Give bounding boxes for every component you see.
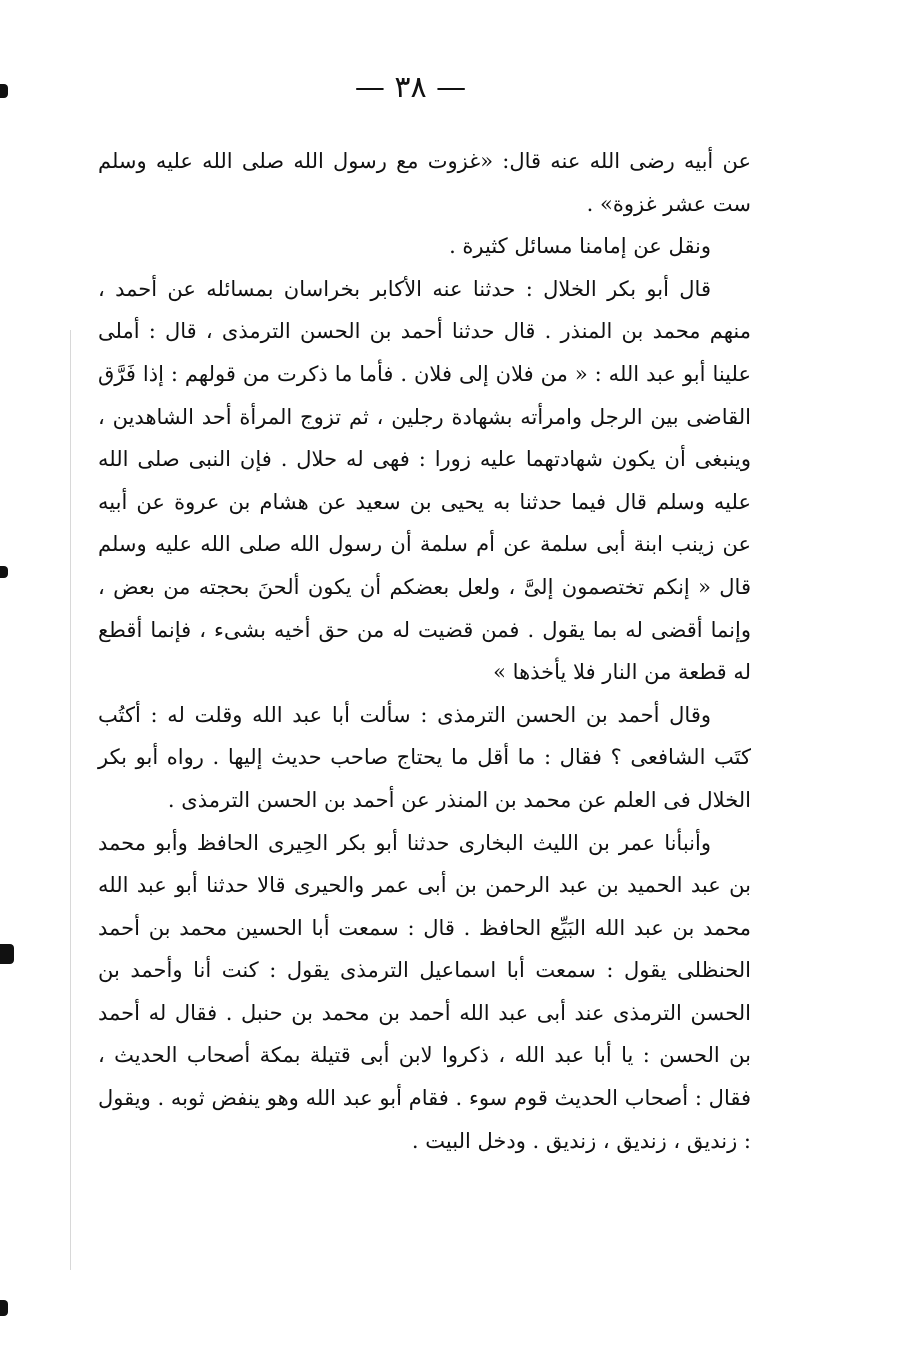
paragraph: ونقل عن إمامنا مسائل كثيرة . [449,234,711,259]
paragraph: وقال أحمد بن الحسن الترمذى : سألت أبا عبد الله وقلت له : أكتُب كتَب الشافعى ؟ فقال : ما أقل ما يحتاج صاحب حديث إليها . رواه أبو بكر الخلال فى العلم عن محمد بن المنذر عن أحمد بن الحسن الترمذى . [98,702,751,812]
margin-rule [70,330,71,1270]
page-number: — ٣٨ — [354,70,467,105]
scan-edge-mark [0,944,14,964]
page-body [98,140,751,1162]
paragraph: عن أبيه رضى الله عنه قال: «غزوت مع رسول الله صلى الله عليه وسلم ست عشر غزوة» . [98,149,751,216]
paragraph: قال أبو بكر الخلال : حدثنا عنه الأكابر بخراسان بمسائله عن أحمد ، منهم محمد بن المنذر . قال حدثنا أحمد بن الحسن الترمذى ، قال : أملى علينا أبو عبد الله : « من فلان إلى فلان . فأما ما ذكرت من قولهم : إذا فَرَّق القاضى بين الرجل وامرأته بشهادة رجلين ، ثم تزوج المرأة أحد الشاهدين ، وينبغى أن يكون شهادتهما عليه زورا : فهى له حلال . فإن النبى صلى الله عليه وسلم قال فيما حدثنا به يحيى بن سعيد عن هشام بن عروة عن أبيه عن زينب ابنة أبى سلمة عن أم سلمة أن رسول الله صلى الله عليه وسلم قال « إنكم تختصمون إلىَّ ، ولعل بعضكم أن يكون ألحنَ بحجته من بعض ، وإنما أقضى له بما يقول . فمن قضيت له من حق أخيه بشىء ، فإنما أقطع له قطعة من النار فلا يأخذها » [98,276,751,685]
paragraph: وأنبأنا عمر بن الليث البخارى حدثنا أبو بكر الحِيرى الحافظ وأبو محمد بن عبد الحميد بن عبد الرحمن بن أبى عمر والحيرى قالا حدثنا أبو عبد الله محمد بن عبد الله البَيِّع الحافظ . قال : سمعت أبا الحسين محمد بن أحمد الحنظلى يقول : سمعت أبا اسماعيل الترمذى يقول : كنت أنا وأحمد بن الحسن الترمذى عند أبى عبد الله أحمد بن محمد بن حنبل . فقال له أحمد بن الحسن : يا أبا عبد الله ، ذكروا لابن أبى قتيلة بمكة أصحاب الحديث ، فقال : أصحاب الحديث قوم سوء . فقام أبو عبد الله وهو ينفض ثوبه . ويقول : زنديق ، زنديق ، زنديق . ودخل البيت . [98,830,751,1153]
scan-edge-mark [0,1300,8,1316]
scan-edge-mark [0,566,8,578]
